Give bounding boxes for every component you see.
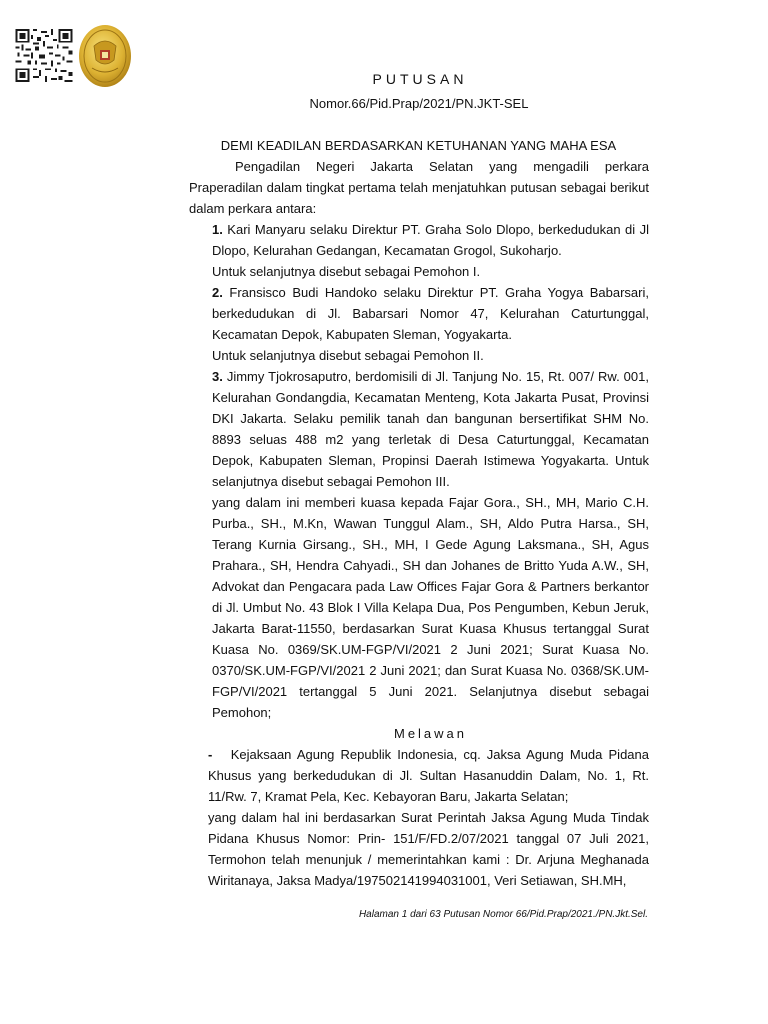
party-1-number: 1. <box>212 222 223 237</box>
party-2-number: 2. <box>212 285 223 300</box>
document-body <box>189 156 649 891</box>
party-2-designation: Untuk selanjutnya disebut sebagai Pemohon II. <box>212 348 484 363</box>
respondent-dash: - <box>208 747 213 762</box>
document-title: PUTUSAN <box>372 71 468 87</box>
party-3-text: Jimmy Tjokrosaputro, berdomisili di Jl. Tanjung No. 15, Rt. 007/ Rw. 001, Kelurahan Gondangdia, Kecamatan Menteng, Kota Jakarta Pusat, Provinsi DKI Jakarta. Selaku pemilik tanah dan bangunan bersertifikat SHM No. 8893 seluas 488 m2 yang terletak di Desa Caturtunggal, Kecamatan Depok, Kabupaten Sleman, Propinsi Daerah Istimewa Yogyakarta. Untuk selanjutnya disebut sebagai Pemohon III. <box>212 369 649 489</box>
party-3-paragraph <box>189 366 649 492</box>
page-footer: Halaman 1 dari 63 Putusan Nomor 66/Pid.Prap/2021./PN.Jkt.Sel. <box>358 909 648 920</box>
party-1-designation: Untuk selanjutnya disebut sebagai Pemohon I. <box>212 264 481 279</box>
warrant-paragraph: yang dalam hal ini berdasarkan Surat Perintah Jaksa Agung Muda Tindak Pidana Khusus Nomor: Prin- 151/F/FD.2/07/2021 tanggal 07 Juli 2021, Termohon telah menunjuk / memerintahkan kami : Dr. Arjuna Meghanada Wiritanaya, Jaksa Madya/197502141994031001, Veri Setiawan, SH.MH, <box>208 810 649 888</box>
party-1-text: Kari Manyaru selaku Direktur PT. Graha Solo Dlopo, berkedudukan di Jl Dlopo, Kelurahan Gedangan, Kecamatan Grogol, Sukoharjo. <box>212 222 649 258</box>
respondent-paragraph <box>189 744 649 807</box>
respondent-text: Kejaksaan Agung Republik Indonesia, cq. Jaksa Agung Muda Pidana Khusus yang berkedudukan di Jl. Sultan Hasanuddin Dalam, No. 1, Rt. 11/Rw. 7, Kramat Pela, Kec. Kebayoran Baru, Jakarta Selatan; <box>208 747 649 804</box>
party-3-number: 3. <box>212 369 223 384</box>
power-of-attorney-paragraph: yang dalam ini memberi kuasa kepada Fajar Gora., SH., MH, Mario C.H. Purba., SH., M.Kn, Wawan Tunggul Alam., SH, Aldo Putra Harsa., SH, Terang Kurnia Girsang., SH., MH, I Gede Agung Laksmana., SH, Agus Prahara., SH, Hendra Cahyadi., SH dan Johanes de Britto Yuda A.W., SH, Advokat dan Pengacara pada Law Offices Fajar Gora & Partners berkantor di Jl. Umbut No. 43 Blok I Villa Kelapa Dua, Pos Pengumben, Kebun Jeruk, Jakarta Barat-11550, berdasarkan Surat Kuasa Khusus tertanggal Surat Kuasa No. 0369/SK.UM-FGP/VI/2021 2 Juni 2021; Surat Kuasa No. 0370/SK.UM-FGP/VI/2021 2 Juni 2021; dan Surat Kuasa No. 0368/SK.UM-FGP/VI/2021 tertanggal 5 Juni 2021. Selanjutnya disebut sebagai Pemohon; <box>212 495 649 720</box>
party-1-paragraph <box>189 219 649 261</box>
melawan-heading: Melawan <box>393 726 468 741</box>
party-2-text: Fransisco Budi Handoko selaku Direktur PT. Graha Yogya Babarsari, berkedudukan di Jl. Babarsari Nomor 47, Kelurahan Caturtunggal, Kecamatan Depok, Kabupaten Sleman, Yogyakarta. <box>212 285 649 342</box>
invocation-heading: DEMI KEADILAN BERDASARKAN KETUHANAN YANG MAHA ESA <box>220 138 617 153</box>
case-number: Nomor.66/Pid.Prap/2021/PN.JKT-SEL <box>309 96 529 111</box>
party-2-paragraph <box>189 282 649 345</box>
intro-paragraph: Pengadilan Negeri Jakarta Selatan yang mengadili perkara Praperadilan dalam tingkat pertama telah menjatuhkan putusan sebagai berikut dalam perkara antara: <box>189 159 649 216</box>
